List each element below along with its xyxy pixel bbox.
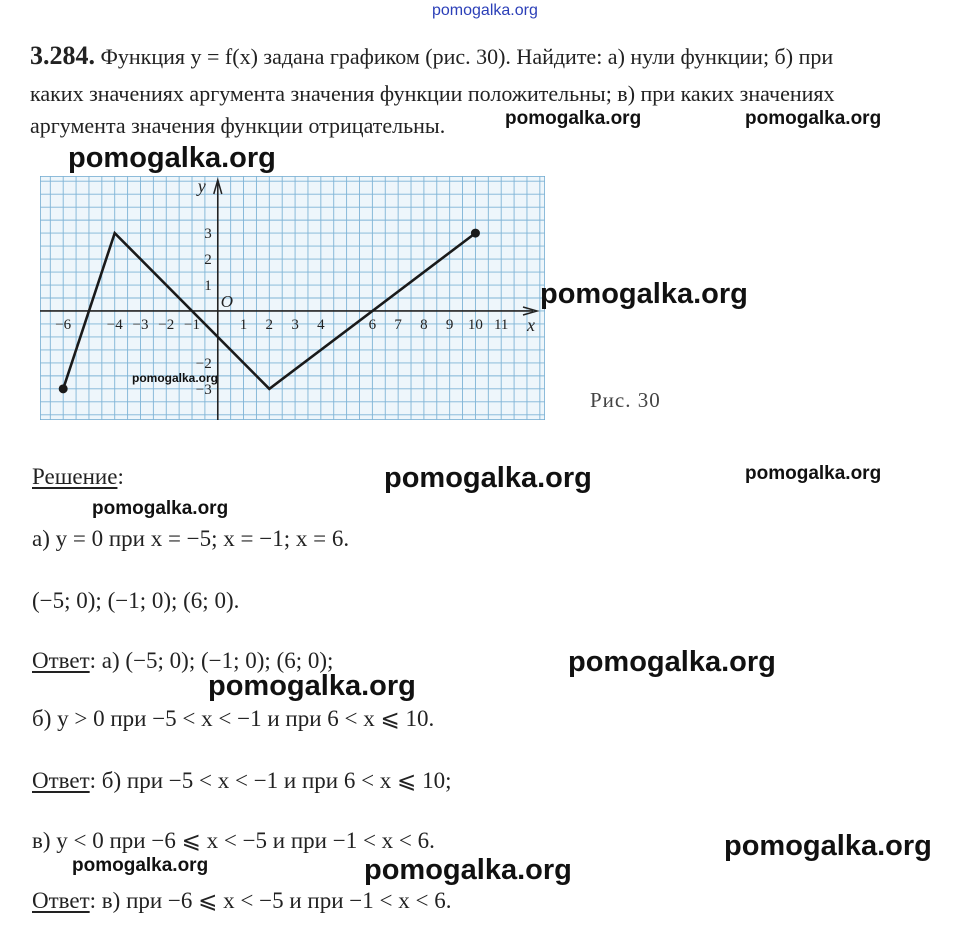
y-axis-label: y [197, 176, 206, 196]
watermark-text: pomogalka.org [568, 646, 776, 678]
function-graph [40, 176, 545, 420]
answer-a-text: : а) (−5; 0); (−1; 0); (6; 0); [89, 648, 334, 673]
y-tick-label: −2 [195, 355, 212, 372]
problem-line-1 [30, 40, 833, 72]
endpoint-dot [471, 229, 480, 238]
solution-heading-word: Решение [32, 464, 118, 489]
x-tick-label: −3 [132, 316, 149, 333]
answer-b-text: : б) при −5 < x < −1 и при 6 < x ⩽ 10; [89, 768, 452, 793]
watermark-text: pomogalka.org [68, 142, 276, 174]
x-tick-label: −6 [55, 316, 72, 333]
part-a-zeros: а) y = 0 при x = −5; x = −1; x = 6. [32, 526, 350, 551]
watermark-text: pomogalka.org [724, 830, 932, 862]
figure-caption: Рис. 30 [590, 388, 661, 412]
watermark-text: pomogalka.org [384, 462, 592, 494]
solution-heading-colon: : [117, 464, 124, 489]
watermark-text: pomogalka.org [92, 498, 229, 519]
x-tick-label: 10 [467, 316, 483, 333]
x-tick-label: 2 [265, 316, 274, 333]
problem-line-2: каких значениях аргумента значения функции положительны; в) при каких значениях [30, 81, 835, 106]
problem-text-1: Функция y = f(x) задана графиком (рис. 30). Найдите: а) нули функции; б) при [100, 44, 834, 69]
x-axis-label: x [527, 314, 535, 335]
y-tick-label: −3 [195, 381, 212, 398]
x-tick-label: 8 [420, 316, 428, 333]
watermark-text: pomogalka.org [745, 108, 882, 129]
x-tick-label: −4 [106, 316, 123, 333]
x-tick-label: 6 [368, 316, 377, 333]
part-c-negative: в) y < 0 при −6 ⩽ x < −5 и при −1 < x < 6. [32, 828, 435, 853]
endpoint-dot [59, 384, 68, 393]
x-tick-label: −2 [158, 316, 175, 333]
problem-number: 3.284. [30, 41, 95, 70]
y-tick-label: 1 [204, 278, 212, 295]
problem-line-3: аргумента значения функции отрицательны. [30, 113, 446, 138]
watermark-text: pomogalka.org [745, 463, 882, 484]
x-tick-label: 1 [239, 316, 248, 333]
watermark-text: pomogalka.org [505, 108, 642, 129]
x-tick-label: 11 [493, 316, 509, 333]
watermark-text: pomogalka.org [364, 854, 572, 886]
y-tick-label: 2 [204, 252, 212, 269]
origin-label: O [220, 291, 234, 311]
answer-b-word: Ответ [32, 768, 90, 793]
answer-c-text: : в) при −6 ⩽ x < −5 и при −1 < x < 6. [89, 888, 452, 913]
grid-lines [40, 176, 545, 420]
answer-b [32, 768, 451, 794]
watermark-text: pomogalka.org [72, 855, 209, 876]
watermark-text: pomogalka.org [208, 670, 416, 702]
part-b-positive: б) y > 0 при −5 < x < −1 и при 6 < x ⩽ 10. [32, 706, 435, 731]
answer-c-word: Ответ [32, 888, 90, 913]
y-tick-label: 3 [204, 226, 212, 243]
solution-heading [32, 464, 124, 490]
answer-c [32, 888, 451, 914]
x-tick-label: 7 [394, 316, 402, 333]
x-tick-label: 3 [291, 316, 299, 333]
watermark-text: pomogalka.org [540, 278, 748, 310]
x-tick-label: 9 [445, 316, 454, 333]
answer-a-word: Ответ [32, 648, 90, 673]
x-tick-label: 4 [317, 316, 325, 333]
part-a-points: (−5; 0); (−1; 0); (6; 0). [32, 588, 240, 613]
watermark-text: pomogalka.org [132, 371, 219, 385]
top-watermark: pomogalka.org [432, 2, 538, 19]
x-tick-label: −1 [184, 316, 200, 333]
